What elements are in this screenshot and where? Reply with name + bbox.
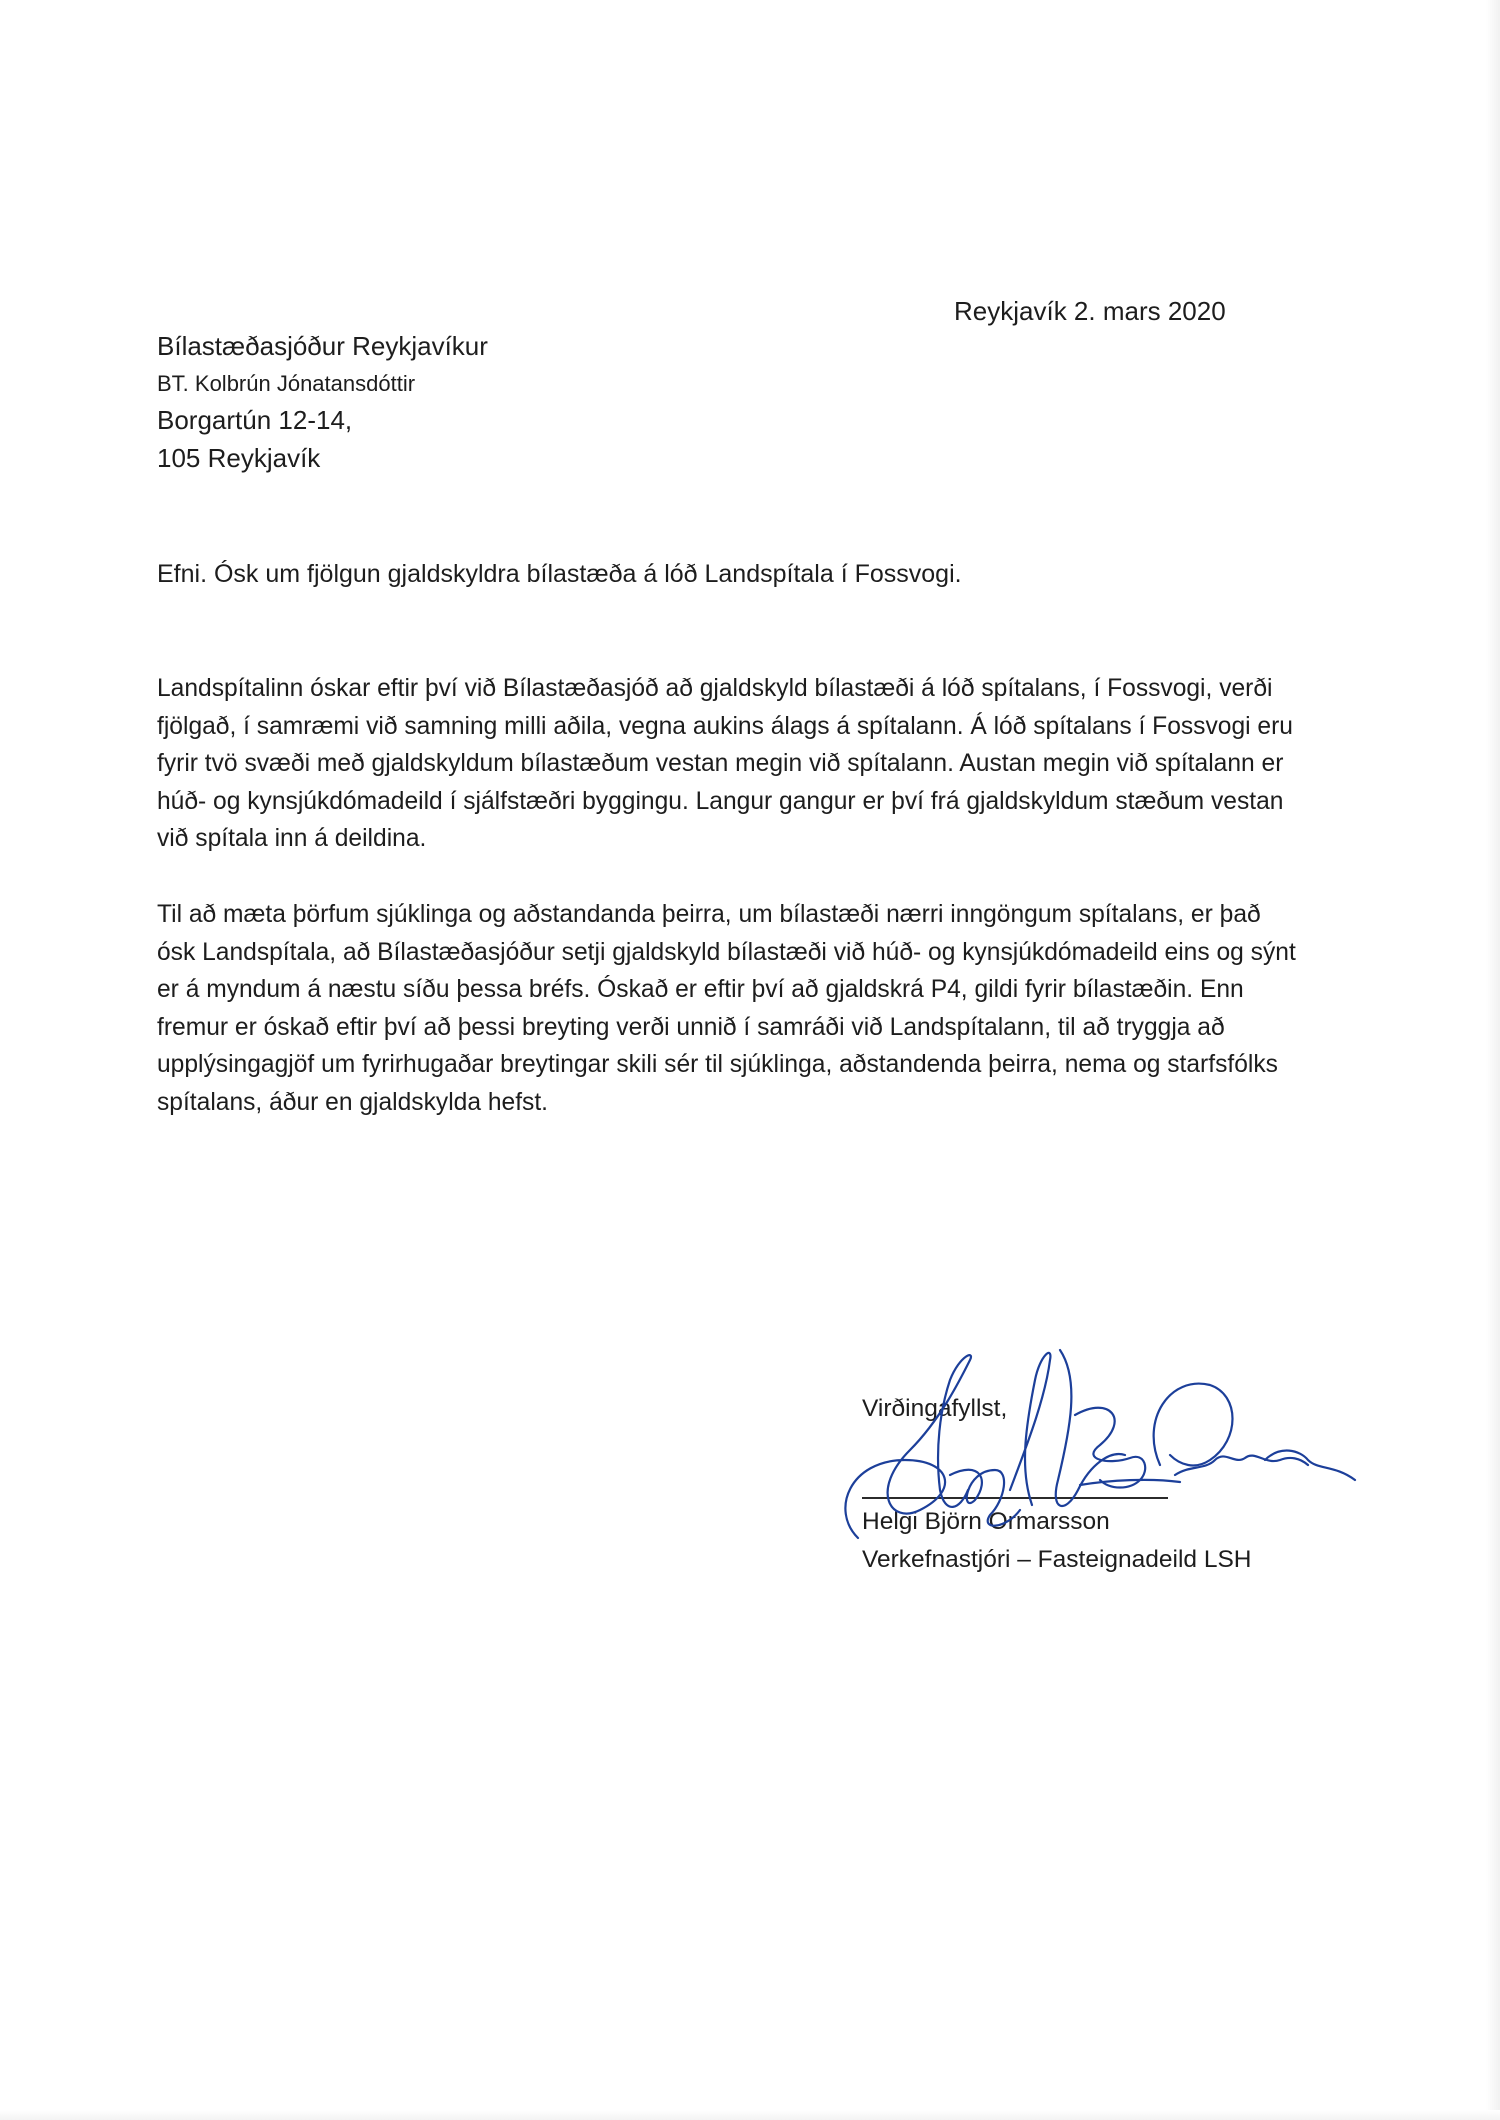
paragraph-line: fjölgað, í samræmi við samning milli aðila, vegna aukins álags á spítalann. Á lóð spítalans í Fossvogi eru	[157, 712, 1293, 740]
signer-title: Verkefnastjóri – Fasteignadeild LSH	[862, 1546, 1252, 1573]
recipient-attention: BT. Kolbrún Jónatansdóttir	[157, 371, 416, 396]
recipient-city: 105 Reykjavík	[157, 443, 321, 473]
paragraph-line: fremur er óskað eftir því að þessi breyting verði unnið í samráði við Landspítalann, til að tryggja að	[157, 1013, 1225, 1041]
paragraph-line: Til að mæta þörfum sjúklinga og aðstandanda þeirra, um bílastæði nærri inngöngum spítalans, er það	[157, 901, 1261, 928]
paragraph-line: húð- og kynsjúkdómadeild í sjálfstæðri byggingu. Langur gangur er því frá gjaldskyldum stæðum vestan	[157, 787, 1284, 815]
paragraph-line: Landspítalinn óskar eftir því við Bílastæðasjóð að gjaldskyld bílastæði á lóð spítalans, í Fossvogi, verði	[157, 675, 1273, 702]
paragraph-line: við spítala inn á deildina.	[157, 825, 427, 853]
paragraph-line: fyrir tvö svæði með gjaldskyldum bílastæðum vestan megin við spítalann. Austan megin við spítalann er	[157, 750, 1284, 778]
paragraph-line: ósk Landspítala, að Bílastæðasjóður setji gjaldskyld bílastæði við húð- og kynsjúkdómadeild eins og sýnt	[157, 938, 1296, 966]
letter-subject: Efni. Ósk um fjölgun gjaldskyldra bílastæða á lóð Landspítala í Fossvogi.	[157, 560, 962, 588]
paragraph-line: upplýsingagjöf um fyrirhugaðar breytingar skili sér til sjúklinga, aðstandenda þeirra, nema og starfsfólks	[157, 1051, 1278, 1079]
scan-edge-shadow	[1486, 0, 1500, 2120]
paragraph-line: spítalans, áður en gjaldskylda hefst.	[157, 1088, 549, 1116]
body-paragraph-2	[157, 896, 1307, 1122]
recipient-organization: Bílastæðasjóður Reykjavíkur	[157, 331, 488, 361]
letter-date: Reykjavík 2. mars 2020	[954, 296, 1226, 326]
closing-greeting: Virðingafyllst,	[862, 1395, 1008, 1422]
recipient-street: Borgartún 12-14,	[157, 405, 353, 435]
scan-bottom-shadow	[0, 2110, 1500, 2120]
handwritten-signature	[810, 1340, 1370, 1540]
body-paragraph-1	[157, 670, 1307, 858]
paragraph-line: er á myndum á næstu síðu þessa bréfs. Óskað er eftir því að gjaldskrá P4, gildi fyrir bílastæðin. Enn	[157, 976, 1244, 1004]
signer-name: Helgi Björn Ormarsson	[862, 1508, 1110, 1535]
